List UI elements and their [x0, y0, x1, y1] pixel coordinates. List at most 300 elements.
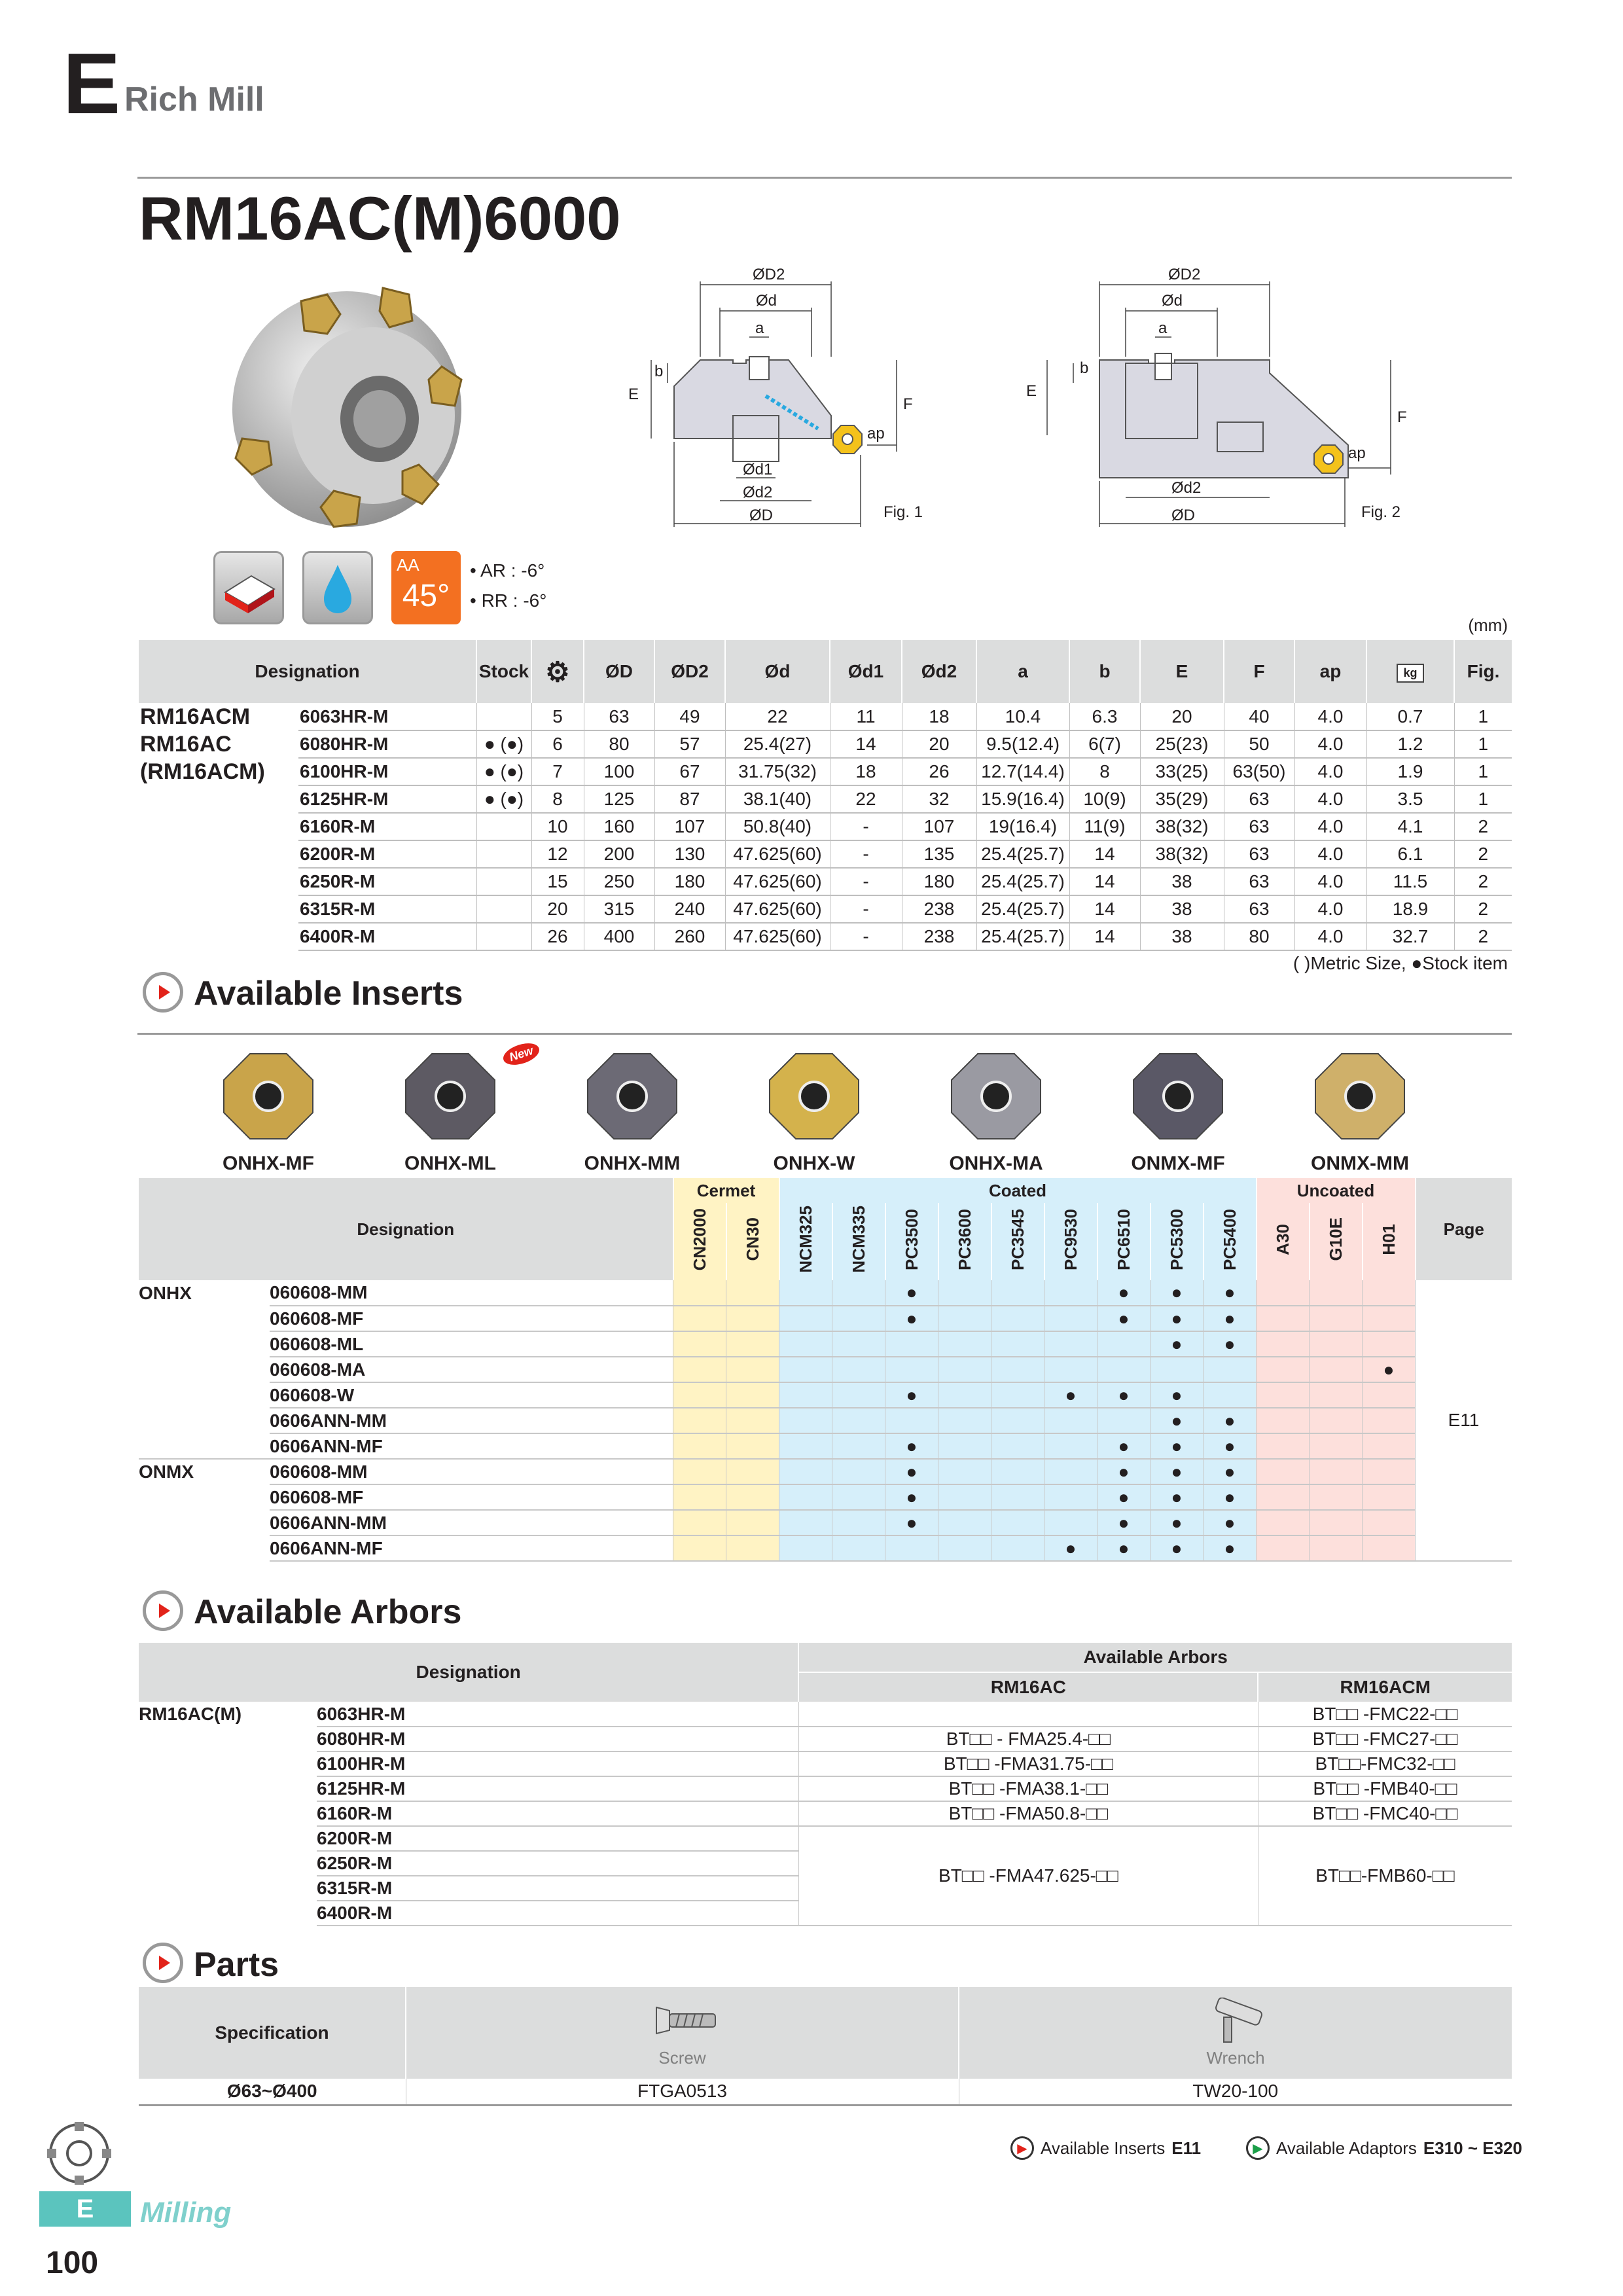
- grade-mark: [779, 1357, 832, 1382]
- arbor-code: 6200R-M: [317, 1826, 798, 1851]
- grade-mark: [938, 1331, 991, 1357]
- grade-mark: [1310, 1280, 1363, 1306]
- grade-mark: ●: [1097, 1510, 1150, 1535]
- header-rule: [137, 177, 1512, 179]
- grade-mark: ●: [1150, 1382, 1204, 1408]
- spec-row: [139, 895, 1512, 923]
- fig2-label-F: F: [1397, 408, 1407, 426]
- link-available-inserts[interactable]: [1010, 2136, 1201, 2160]
- spec-cell-z: 12: [531, 840, 584, 868]
- insert-image: [1281, 1047, 1438, 1145]
- spec-cell-D: 160: [584, 813, 654, 840]
- grade-mark: [673, 1280, 726, 1306]
- grade-mark: [1257, 1408, 1310, 1433]
- spec-cell-b: 6(7): [1069, 730, 1140, 758]
- grade-row: [139, 1382, 1512, 1408]
- spec-code: 6250R-M: [298, 868, 476, 895]
- chapter-label: Milling: [140, 2197, 232, 2229]
- grade-col-header: [885, 1203, 938, 1280]
- spec-header-weight: [1366, 640, 1454, 703]
- link-available-adaptors[interactable]: [1246, 2136, 1522, 2160]
- grade-mark: ●: [1150, 1535, 1204, 1561]
- grade-name: PC3600: [954, 1208, 974, 1270]
- spec-cell-E: 38(32): [1140, 840, 1224, 868]
- grade-mark: [726, 1433, 779, 1459]
- gear-icon: ⚙: [545, 656, 570, 687]
- spec-code: 6160R-M: [298, 813, 476, 840]
- arbors-col-rm16ac: RM16AC: [798, 1672, 1258, 1702]
- arbor-rm16acm: BT□□ -FMC22-□□: [1258, 1702, 1512, 1727]
- insert-image: [1099, 1047, 1257, 1145]
- spec-cell-b: 14: [1069, 923, 1140, 950]
- wrench-label: Wrench: [1206, 2048, 1265, 2068]
- grade-name: PC9530: [1060, 1208, 1080, 1270]
- spec-cell-F: 63: [1224, 895, 1294, 923]
- link2-ref: E310 ~ E320: [1423, 2138, 1522, 2158]
- fig1-label-d: Ød: [756, 292, 777, 310]
- spec-body: [139, 703, 1512, 950]
- spec-cell-E: 25(23): [1140, 730, 1224, 758]
- spec-header-dd2: Ød2: [902, 640, 976, 703]
- arbor-family: [139, 1826, 317, 1851]
- grade-mark: [1310, 1433, 1363, 1459]
- grade-mark: [673, 1382, 726, 1408]
- arbor-family: [139, 1751, 317, 1776]
- spec-cell-b: 14: [1069, 840, 1140, 868]
- spec-cell-D: 100: [584, 758, 654, 785]
- grade-mark: [726, 1510, 779, 1535]
- grade-mark: [1310, 1382, 1363, 1408]
- arrow-right-icon: ▶: [1246, 2136, 1270, 2160]
- grade-code: 060608-MF: [270, 1484, 673, 1510]
- spec-cell-dd2: 26: [902, 758, 976, 785]
- spec-code: 6125HR-M: [298, 785, 476, 813]
- grade-col-header: [938, 1203, 991, 1280]
- spec-code: 6100HR-M: [298, 758, 476, 785]
- spec-cell-D2: 57: [654, 730, 725, 758]
- cutter-photo: [223, 275, 471, 537]
- grade-col-header: [991, 1203, 1044, 1280]
- grade-page-ref[interactable]: E11: [1416, 1280, 1512, 1561]
- grade-mark: ●: [1204, 1510, 1257, 1535]
- spec-cell-ap: 4.0: [1294, 703, 1366, 730]
- insert-name: ONMX-MM: [1311, 1153, 1409, 1174]
- grade-name: CN30: [742, 1217, 762, 1261]
- arbor-row: [139, 1801, 1512, 1826]
- grade-mark: ●: [1204, 1535, 1257, 1561]
- fig1-label-a: a: [755, 319, 764, 337]
- grade-mark: [1044, 1433, 1097, 1459]
- arbor-rm16ac: BT□□ -FMA38.1-□□: [798, 1776, 1258, 1801]
- insert-hole: [254, 1082, 283, 1111]
- grade-row: [139, 1433, 1512, 1459]
- grade-mark: [991, 1433, 1044, 1459]
- grade-mark: [832, 1459, 885, 1484]
- section-subtitle: Rich Mill: [124, 81, 264, 118]
- insert-name: ONHX-MF: [223, 1153, 314, 1174]
- spec-cell-d1: -: [830, 895, 902, 923]
- spec-cell-a: 25.4(25.7): [976, 923, 1069, 950]
- spec-cell-z: 26: [531, 923, 584, 950]
- grade-col-header: [1310, 1203, 1363, 1280]
- spec-cell-d: 25.4(27): [725, 730, 830, 758]
- grade-mark: [1097, 1331, 1150, 1357]
- spec-header-designation: Designation: [139, 640, 476, 703]
- grade-mark: [832, 1433, 885, 1459]
- grade-mark: ●: [1150, 1408, 1204, 1433]
- spec-cell-fig: 1: [1454, 758, 1512, 785]
- grade-family: ONMX: [139, 1462, 194, 1482]
- spec-cell-F: 80: [1224, 923, 1294, 950]
- spec-cell-kg: 11.5: [1366, 868, 1454, 895]
- grade-mark: ●: [1150, 1280, 1204, 1306]
- spec-cell-ap: 4.0: [1294, 840, 1366, 868]
- spec-cell-kg: 32.7: [1366, 923, 1454, 950]
- grade-mark: [1363, 1510, 1416, 1535]
- spec-header-d1: Ød1: [830, 640, 902, 703]
- grade-mark: [726, 1306, 779, 1331]
- grade-mark: [779, 1433, 832, 1459]
- spec-cell-F: 63: [1224, 868, 1294, 895]
- spec-cell-D: 250: [584, 868, 654, 895]
- grade-mark: [1257, 1484, 1310, 1510]
- spec-cell-E: 38: [1140, 923, 1224, 950]
- parts-table: [139, 1987, 1512, 2106]
- insert-image: [190, 1047, 347, 1145]
- grade-body: [139, 1280, 1512, 1561]
- fig2-diagram: [1021, 265, 1453, 540]
- grade-mark: [1310, 1306, 1363, 1331]
- grade-col-header: [1044, 1203, 1097, 1280]
- insert-hole: [618, 1082, 647, 1111]
- chapter-tab[interactable]: E: [39, 2191, 131, 2227]
- grade-mark: ●: [1204, 1306, 1257, 1331]
- grade-mark: [1363, 1408, 1416, 1433]
- section-arrow-icon: [143, 1590, 183, 1631]
- spec-cell-E: 35(29): [1140, 785, 1224, 813]
- screw-icon: [643, 1998, 722, 2043]
- spec-code: 6400R-M: [298, 923, 476, 950]
- grade-mark: [1044, 1459, 1097, 1484]
- grade-mark: [885, 1357, 938, 1382]
- page-number: 100: [46, 2246, 99, 2280]
- grade-mark: [991, 1510, 1044, 1535]
- spec-cell-E: 38: [1140, 895, 1224, 923]
- grade-mark: [673, 1357, 726, 1382]
- spec-cell-d: 47.625(60): [725, 840, 830, 868]
- arbor-code: 6063HR-M: [317, 1702, 798, 1727]
- spec-cell-d1: -: [830, 868, 902, 895]
- grade-mark: [938, 1357, 991, 1382]
- grade-name: NCM325: [795, 1206, 815, 1273]
- spec-cell-d1: -: [830, 813, 902, 840]
- grade-mark: [938, 1484, 991, 1510]
- spec-cell-z: 8: [531, 785, 584, 813]
- spec-cell-b: 8: [1069, 758, 1140, 785]
- arbors-col-rm16acm: RM16ACM: [1258, 1672, 1512, 1702]
- spec-cell-a: 25.4(25.7): [976, 868, 1069, 895]
- spec-cell-b: 14: [1069, 868, 1140, 895]
- spec-cell-dd2: 107: [902, 813, 976, 840]
- grade-mark: ●: [1097, 1280, 1150, 1306]
- parts-header-screw: [406, 1987, 959, 2079]
- grade-mark: [1257, 1510, 1310, 1535]
- parts-screw-code: FTGA0513: [406, 2079, 959, 2105]
- grade-family: [139, 1408, 270, 1433]
- arbor-rm16ac: BT□□ -FMA50.8-□□: [798, 1801, 1258, 1826]
- spec-cell-fig: 1: [1454, 785, 1512, 813]
- grade-mark: ●: [1204, 1408, 1257, 1433]
- spec-cell-kg: 3.5: [1366, 785, 1454, 813]
- rr-rake: • RR : -6°: [470, 590, 547, 611]
- spec-cell-kg: 6.1: [1366, 840, 1454, 868]
- arbor-code: 6250R-M: [317, 1851, 798, 1876]
- grade-mark: [1097, 1357, 1150, 1382]
- grade-family: [139, 1510, 270, 1535]
- arbor-rm16acm: BT□□-FMC32-□□: [1258, 1751, 1512, 1776]
- spec-table: [139, 640, 1512, 951]
- ar-rake: • AR : -6°: [470, 560, 545, 581]
- grade-name: PC5400: [1219, 1208, 1240, 1270]
- grade-mark: ●: [885, 1433, 938, 1459]
- grade-mark: ●: [1204, 1280, 1257, 1306]
- grade-header-page: Page: [1416, 1178, 1512, 1280]
- spec-cell-kg: 4.1: [1366, 813, 1454, 840]
- insert-item[interactable]: [554, 1047, 711, 1172]
- grade-mark: [726, 1535, 779, 1561]
- grade-mark: [938, 1535, 991, 1561]
- arbor-family: [139, 1851, 317, 1876]
- spec-cell-z: 5: [531, 703, 584, 730]
- aa-label: AA: [397, 555, 419, 575]
- grade-group-uncoated: Uncoated: [1257, 1178, 1416, 1203]
- fig2-label-ap: ap: [1348, 444, 1366, 462]
- unit-label: (mm): [1468, 615, 1508, 635]
- parts-header-spec: Specification: [139, 1987, 406, 2079]
- grade-mark: [673, 1306, 726, 1331]
- grade-row: [139, 1331, 1512, 1357]
- grade-mark: ●: [1097, 1484, 1150, 1510]
- spec-cell-F: 63: [1224, 840, 1294, 868]
- insert-name: ONHX-MM: [584, 1153, 681, 1174]
- spec-cell-fig: 1: [1454, 703, 1512, 730]
- grade-code: 060608-MM: [270, 1459, 673, 1484]
- insert-item[interactable]: [190, 1047, 347, 1172]
- weight-icon: kg: [1397, 664, 1423, 683]
- arbor-row: [139, 1776, 1512, 1801]
- spec-cell-a: 25.4(25.7): [976, 840, 1069, 868]
- spec-group-labels: [139, 703, 298, 950]
- spec-cell-F: 40: [1224, 703, 1294, 730]
- spec-header-D: ØD: [584, 640, 654, 703]
- grade-mark: [991, 1535, 1044, 1561]
- grade-mark: [726, 1484, 779, 1510]
- spec-cell-d: 47.625(60): [725, 868, 830, 895]
- grade-mark: [726, 1331, 779, 1357]
- grade-mark: ●: [885, 1382, 938, 1408]
- arbors-header: Available Arbors: [798, 1643, 1512, 1672]
- grade-mark: [726, 1357, 779, 1382]
- spec-header-a: a: [976, 640, 1069, 703]
- grade-mark: [1363, 1535, 1416, 1561]
- grade-mark: [779, 1382, 832, 1408]
- spec-header-E: E: [1140, 640, 1224, 703]
- insert-image: [554, 1047, 711, 1145]
- arbors-table: [139, 1643, 1512, 1926]
- spec-cell-dd2: 18: [902, 703, 976, 730]
- spec-cell-d1: -: [830, 840, 902, 868]
- grade-mark: [673, 1459, 726, 1484]
- grade-mark: [991, 1459, 1044, 1484]
- grade-mark: [1257, 1306, 1310, 1331]
- grade-mark: [1310, 1535, 1363, 1561]
- milling-cutter-icon: [43, 2121, 115, 2186]
- approach-angle-badge: [391, 551, 461, 624]
- grade-mark: [726, 1280, 779, 1306]
- arbor-rm16acm: BT□□ -FMB40-□□: [1258, 1776, 1512, 1801]
- spec-cell-D: 315: [584, 895, 654, 923]
- spec-row: [139, 813, 1512, 840]
- grade-mark: [673, 1535, 726, 1561]
- arbor-family: [139, 1727, 317, 1751]
- spec-group-label: RM16AC: [140, 732, 232, 757]
- new-badge: New: [501, 1039, 542, 1069]
- grade-mark: [726, 1382, 779, 1408]
- spec-header-b: b: [1069, 640, 1140, 703]
- grade-row: [139, 1484, 1512, 1510]
- grade-row: [139, 1306, 1512, 1331]
- spec-cell-stock: [476, 840, 531, 868]
- grade-mark: [1363, 1331, 1416, 1357]
- grade-code: 0606ANN-MF: [270, 1433, 673, 1459]
- grade-code: 060608-MA: [270, 1357, 673, 1382]
- grade-name: H01: [1378, 1223, 1399, 1255]
- grade-mark: [832, 1382, 885, 1408]
- grade-mark: [991, 1382, 1044, 1408]
- spec-header-stock: Stock: [476, 640, 531, 703]
- grade-mark: [938, 1382, 991, 1408]
- grade-mark: [832, 1510, 885, 1535]
- spec-cell-F: 50: [1224, 730, 1294, 758]
- insert-item[interactable]: [918, 1047, 1075, 1172]
- grade-mark: [1044, 1484, 1097, 1510]
- arbor-family: [139, 1901, 317, 1926]
- arbor-code: 6125HR-M: [317, 1776, 798, 1801]
- grade-code: 060608-ML: [270, 1331, 673, 1357]
- section-arrow-icon: [143, 1943, 183, 1983]
- fig2-label-D: ØD: [1171, 507, 1195, 524]
- spec-cell-kg: 1.2: [1366, 730, 1454, 758]
- grade-mark: [991, 1408, 1044, 1433]
- grade-family: [139, 1535, 270, 1561]
- grade-mark: [726, 1408, 779, 1433]
- grade-mark: ●: [1097, 1306, 1150, 1331]
- insert-item[interactable]: [1099, 1047, 1257, 1172]
- spec-cell-D2: 67: [654, 758, 725, 785]
- fig1-caption: Fig. 1: [883, 503, 923, 521]
- insert-image: [736, 1047, 893, 1145]
- coolant-drop-icon: [302, 551, 373, 624]
- grade-mark: ●: [1097, 1459, 1150, 1484]
- spec-header-F: F: [1224, 640, 1294, 703]
- grade-mark: [832, 1331, 885, 1357]
- spec-cell-fig: 2: [1454, 868, 1512, 895]
- spec-cell-kg: 18.9: [1366, 895, 1454, 923]
- spec-code: 6080HR-M: [298, 730, 476, 758]
- spec-cell-a: 10.4: [976, 703, 1069, 730]
- grade-mark: [1044, 1510, 1097, 1535]
- insert-name: ONMX-MF: [1131, 1153, 1225, 1174]
- spec-cell-d1: 18: [830, 758, 902, 785]
- insert-item[interactable]: [736, 1047, 893, 1172]
- grade-mark: ●: [1150, 1306, 1204, 1331]
- arbor-row: [139, 1826, 1512, 1851]
- spec-header-ap: ap: [1294, 640, 1366, 703]
- insert-item[interactable]: [1281, 1047, 1438, 1172]
- grade-col-header: [1097, 1203, 1150, 1280]
- section-letter: E: [63, 35, 121, 132]
- grade-code: 060608-MM: [270, 1280, 673, 1306]
- grade-mark: [991, 1357, 1044, 1382]
- grade-mark: [779, 1459, 832, 1484]
- grade-row: [139, 1459, 1512, 1484]
- grade-mark: [1097, 1408, 1150, 1433]
- spec-cell-d: 47.625(60): [725, 923, 830, 950]
- spec-cell-stock: ● (●): [476, 758, 531, 785]
- spec-cell-E: 33(25): [1140, 758, 1224, 785]
- spec-cell-d1: 11: [830, 703, 902, 730]
- grade-mark: [1257, 1357, 1310, 1382]
- grade-mark: [1044, 1280, 1097, 1306]
- spec-cell-stock: ● (●): [476, 730, 531, 758]
- inserts-title: Available Inserts: [194, 975, 463, 1013]
- grade-header-designation: Designation: [139, 1178, 673, 1280]
- grade-mark: [938, 1510, 991, 1535]
- grade-mark: [779, 1510, 832, 1535]
- spec-cell-d1: 14: [830, 730, 902, 758]
- grade-mark: [1257, 1535, 1310, 1561]
- grade-code: 0606ANN-MM: [270, 1510, 673, 1535]
- grade-mark: ●: [1097, 1382, 1150, 1408]
- grade-mark: [991, 1331, 1044, 1357]
- spec-cell-stock: [476, 813, 531, 840]
- grade-table: [139, 1178, 1512, 1562]
- spec-row: [139, 703, 1512, 730]
- grade-mark: [938, 1408, 991, 1433]
- link2-label: Available Adaptors: [1276, 2138, 1417, 2158]
- section-arrow-icon: [143, 972, 183, 1013]
- model-title: RM16AC(M)6000: [139, 184, 621, 253]
- grade-mark: ●: [1204, 1484, 1257, 1510]
- insert-item[interactable]: [372, 1047, 529, 1172]
- grade-mark: [938, 1306, 991, 1331]
- grade-name: A30: [1272, 1223, 1293, 1255]
- spec-cell-dd2: 238: [902, 923, 976, 950]
- arbor-rm16acm: BT□□ -FMC40-□□: [1258, 1801, 1512, 1826]
- grade-row: [139, 1280, 1512, 1306]
- spec-cell-d: 50.8(40): [725, 813, 830, 840]
- spec-cell-ap: 4.0: [1294, 730, 1366, 758]
- spec-cell-d: 31.75(32): [725, 758, 830, 785]
- insert-hole: [800, 1082, 829, 1111]
- spec-cell-F: 63: [1224, 813, 1294, 840]
- grade-group-cermet: Cermet: [673, 1178, 779, 1203]
- spec-cell-D2: 130: [654, 840, 725, 868]
- spec-cell-D2: 240: [654, 895, 725, 923]
- spec-cell-fig: 2: [1454, 895, 1512, 923]
- spec-cell-a: 25.4(25.7): [976, 895, 1069, 923]
- grade-col-header: [1204, 1203, 1257, 1280]
